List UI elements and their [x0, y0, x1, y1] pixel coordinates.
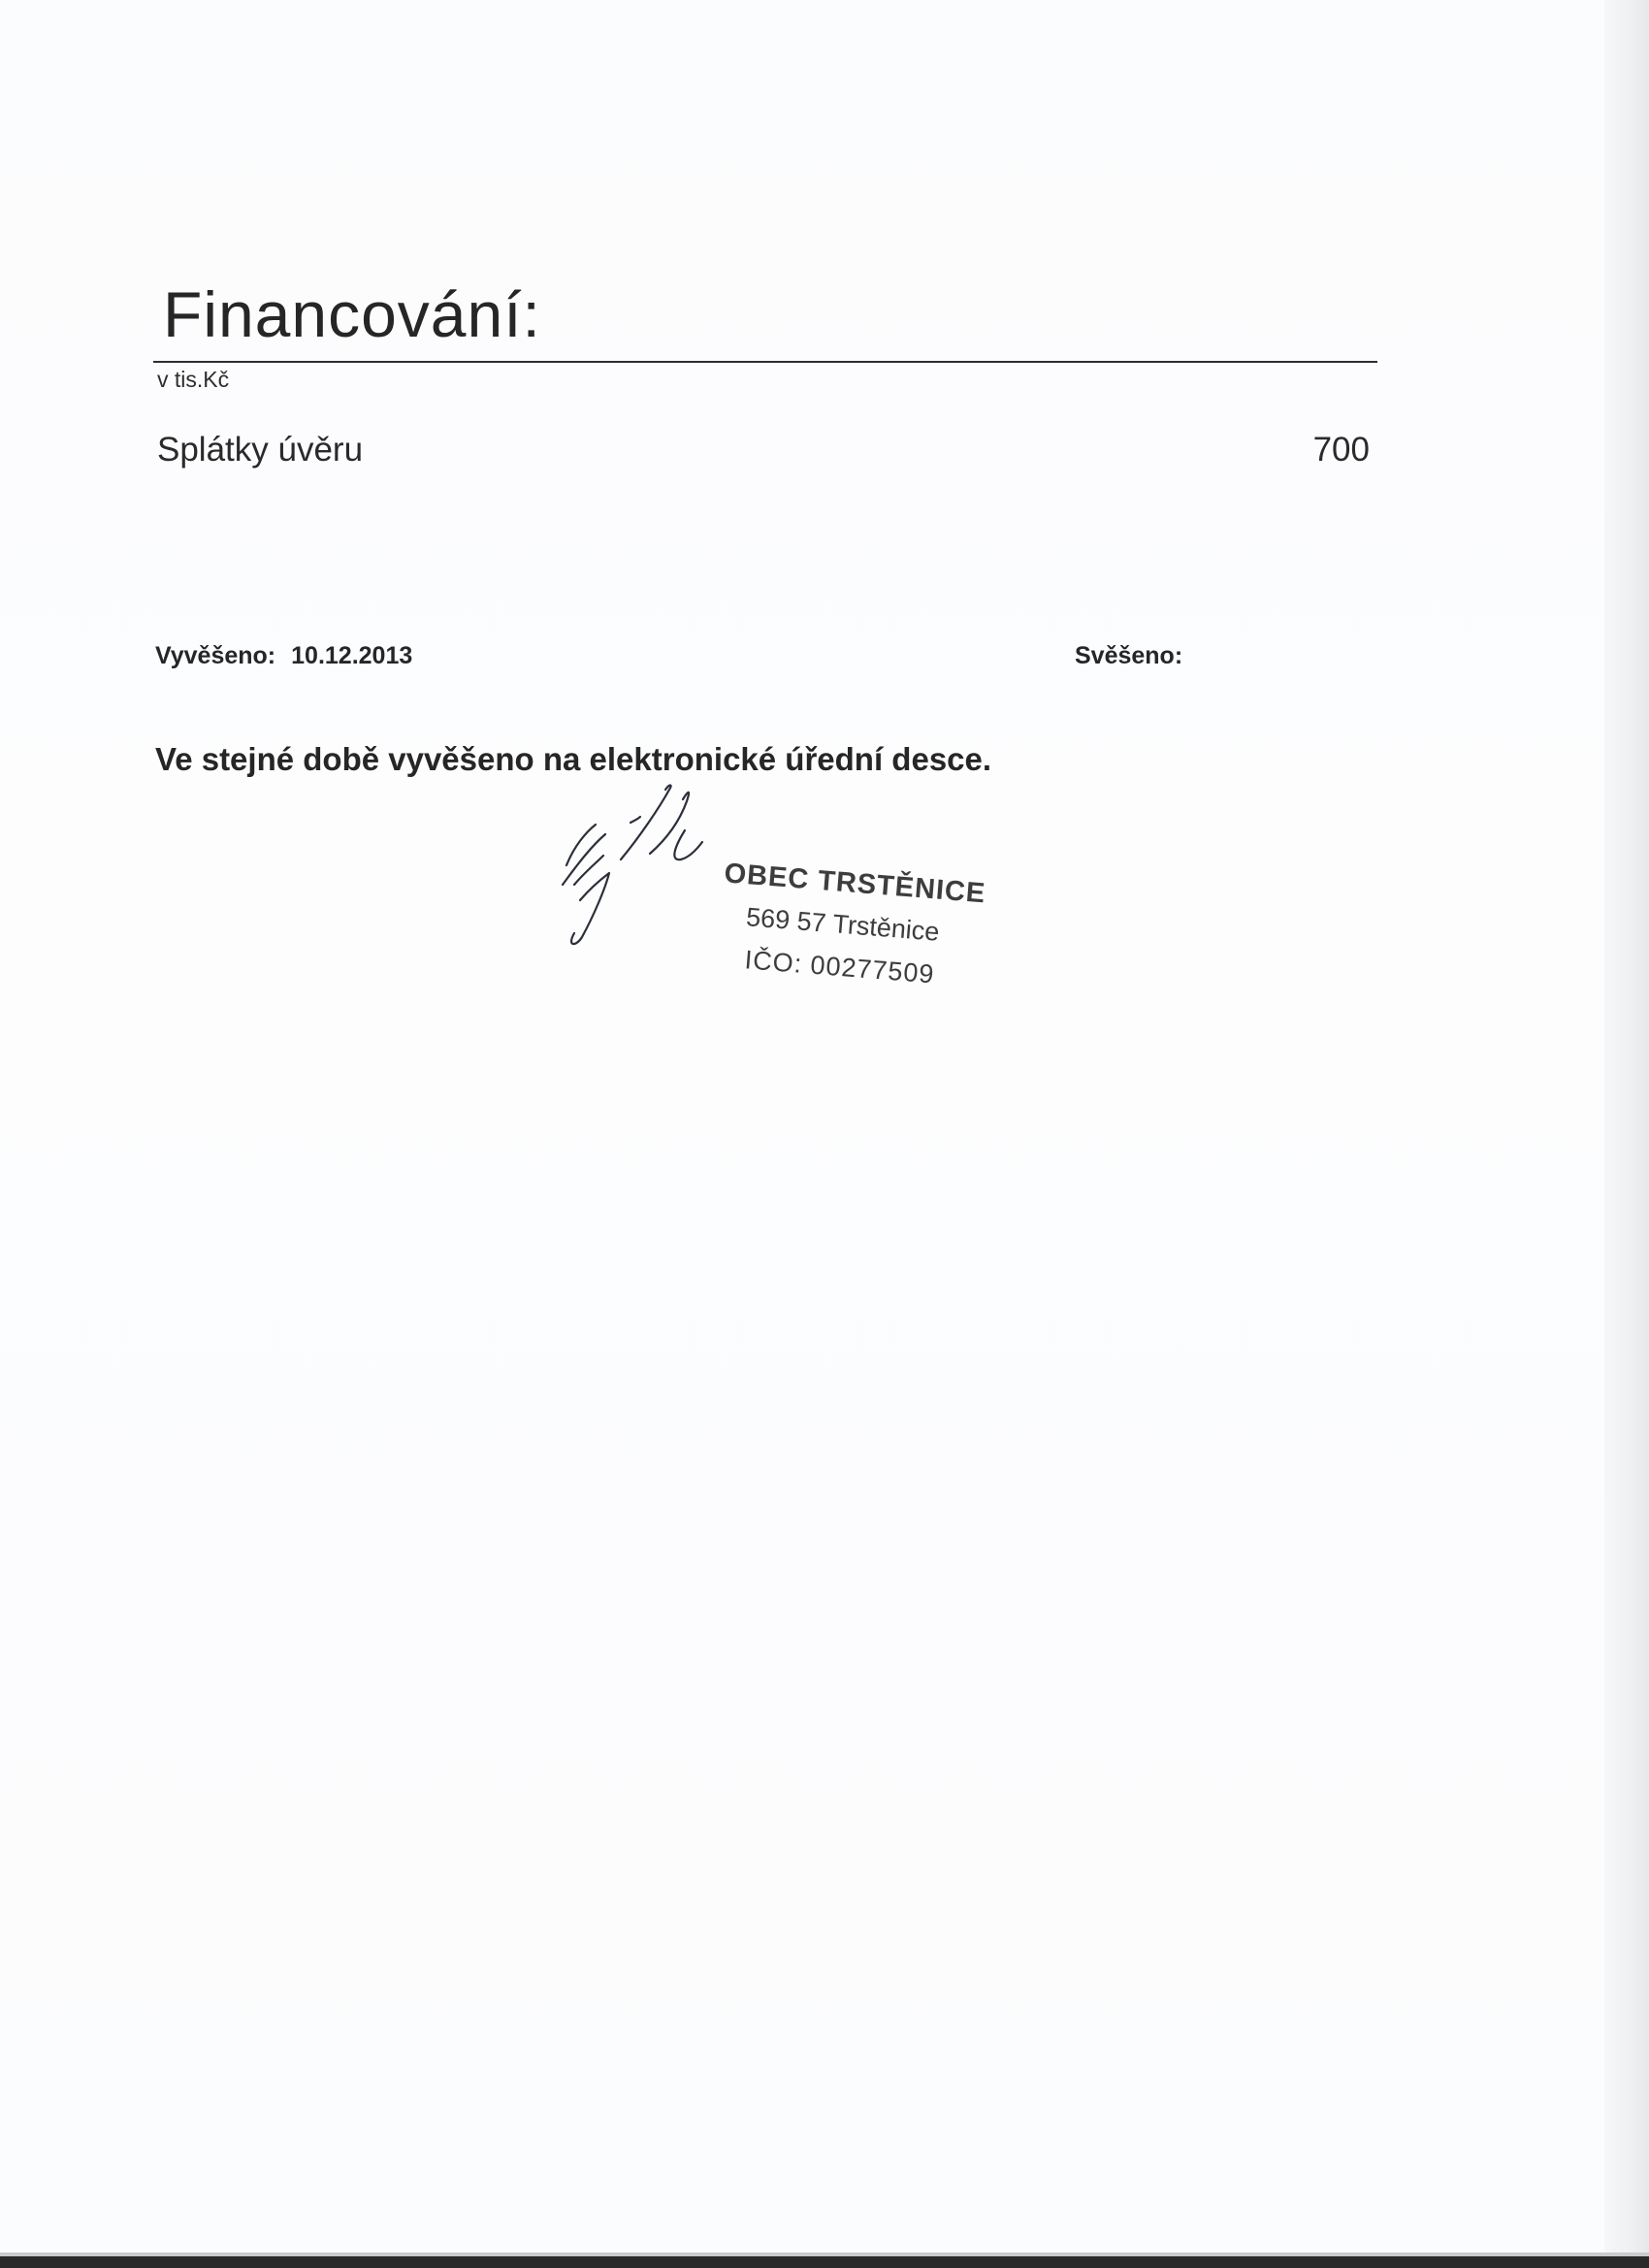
row-value: 700	[1312, 431, 1370, 469]
posted-info	[155, 642, 412, 670]
municipal-stamp	[711, 858, 1012, 1016]
stamp-address: 569 57 Trstěnice	[745, 902, 941, 947]
posted-label: Vyvěšeno:	[155, 642, 276, 669]
stamp-ico: IČO: 00277509	[743, 945, 936, 989]
posted-date: 10.12.2013	[291, 642, 413, 669]
signature	[524, 782, 737, 953]
electronic-board-note: Ve stejné době vyvěšeno na elektronické úřední desce.	[155, 741, 992, 777]
scan-bottom-edge	[0, 2256, 1649, 2268]
scan-right-edge	[1604, 0, 1649, 2268]
stamp-name: OBEC TRSTĚNICE	[723, 858, 987, 910]
row-label: Splátky úvěru	[157, 431, 364, 469]
removed-label: Svěšeno:	[1075, 642, 1183, 669]
title-underline	[153, 361, 1377, 363]
financing-row	[157, 431, 1370, 479]
document-title: Financování:	[163, 278, 541, 350]
unit-label: v tis.Kč	[157, 367, 230, 392]
